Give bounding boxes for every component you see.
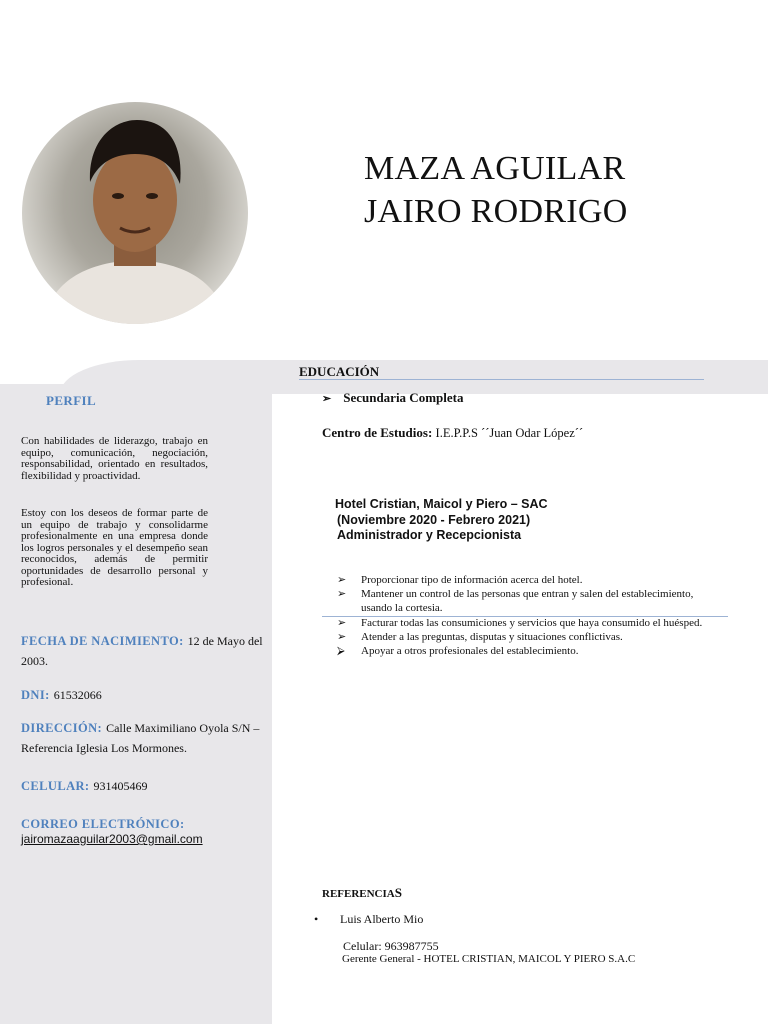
experience-role: Administrador y Recepcionista — [337, 528, 522, 542]
address-value-2: Referencia Iglesia Los Mormones. — [21, 741, 187, 755]
education-level — [322, 390, 463, 406]
reference-item — [314, 912, 423, 927]
references-heading — [322, 884, 402, 902]
duties-list — [337, 573, 707, 658]
phone-label: CELULAR: — [21, 779, 90, 793]
list-item: ⮚ Apoyar a otros profesionales del establecimiento. — [337, 645, 579, 658]
reference-name: Luis Alberto Mio — [340, 912, 424, 926]
list-item: ➢ Atender a las preguntas, disputas y situaciones conflictivas. — [337, 630, 623, 643]
education-center-value: I.E.P.P.S ´´Juan Odar López´´ — [435, 426, 584, 440]
education-heading: EDUCACIÓN — [299, 364, 380, 379]
references-heading-main: REFERENCIA — [322, 888, 395, 900]
dni — [21, 686, 102, 704]
address-value: Calle Maximiliano Oyola S/N – — [106, 721, 260, 735]
experience-period: (Noviembre 2020 - Febrero 2021) — [337, 512, 531, 527]
list-item: ➢ Mantener un control de las personas que entran y salen del establecimiento, usando la cortesia. — [337, 588, 694, 615]
references-heading-last: S — [394, 885, 402, 900]
dni-label: DNI: — [21, 688, 50, 702]
profile-heading: PERFIL — [46, 393, 97, 408]
arrow-bullet-icon: ➢ — [337, 630, 347, 643]
profile-paragraph-1: Con habilidades de liderazgo, trabajo en equipo, comunicación, negociación, responsabilidad, orientado en resultados, flexibilidad y proactividad. — [21, 435, 208, 482]
birth-date-value: 12 de Mayo del — [187, 634, 263, 648]
birth-date-label: FECHA DE NACIMIENTO: — [21, 634, 184, 648]
arrow-bullet-icon: ⮚ — [337, 645, 345, 658]
reference-phone: Celular: 963987755 — [343, 939, 439, 953]
email-label: CORREO ELECTRÓNICO: — [21, 817, 185, 831]
list-item: ➢ Proporcionar tipo de información acerca del hotel. — [337, 574, 583, 586]
education-divider — [299, 379, 704, 380]
birth-date-value-2: 2003. — [21, 654, 48, 668]
arrow-bullet-icon: ➢ — [337, 574, 347, 586]
address — [21, 718, 273, 758]
profile-photo — [22, 102, 248, 324]
bullet-dot-icon: • — [314, 912, 319, 926]
email-link[interactable]: jairomazaaguilar2003@gmail.com — [21, 832, 203, 846]
education-center-label: Centro de Estudios: — [322, 425, 433, 440]
arrow-bullet-icon: ➢ — [337, 588, 347, 601]
arrow-bullet-icon: ➢ — [337, 616, 347, 629]
arrow-bullet-icon: ➢ — [322, 393, 332, 405]
birth-date — [21, 631, 271, 671]
profile-paragraph-2: Estoy con los deseos de formar parte de un equipo de trabajo y consolidarme profesionalmente en una empresa donde los logros personales y el desempeño sean reconocidos, además de permitir oportunidades de desarrollo personal y profesional. — [21, 507, 208, 588]
name-line-2: JAIRO RODRIGO — [364, 193, 628, 230]
header-band — [60, 360, 768, 394]
name-line-1: MAZA AGUILAR — [364, 150, 626, 187]
dni-value: 61532066 — [53, 688, 102, 702]
education-center — [322, 425, 583, 441]
main-panel — [272, 394, 768, 1024]
experience-block — [334, 497, 548, 544]
experience-company: Hotel Cristian, Maicol y Piero – SAC — [335, 497, 548, 511]
address-label: DIRECCIÓN: — [21, 721, 103, 735]
phone-value: 931405469 — [93, 779, 148, 793]
education-level-text: Secundaria Completa — [343, 390, 464, 405]
person-silhouette-icon — [22, 102, 248, 324]
list-item: ➢ Facturar todas las consumiciones y servicios que haya consumido el huésped. — [337, 616, 703, 629]
reference-position: Gerente General - HOTEL CRISTIAN, MAICOL Y PIERO S.A.C — [342, 953, 636, 965]
phone — [21, 777, 147, 795]
